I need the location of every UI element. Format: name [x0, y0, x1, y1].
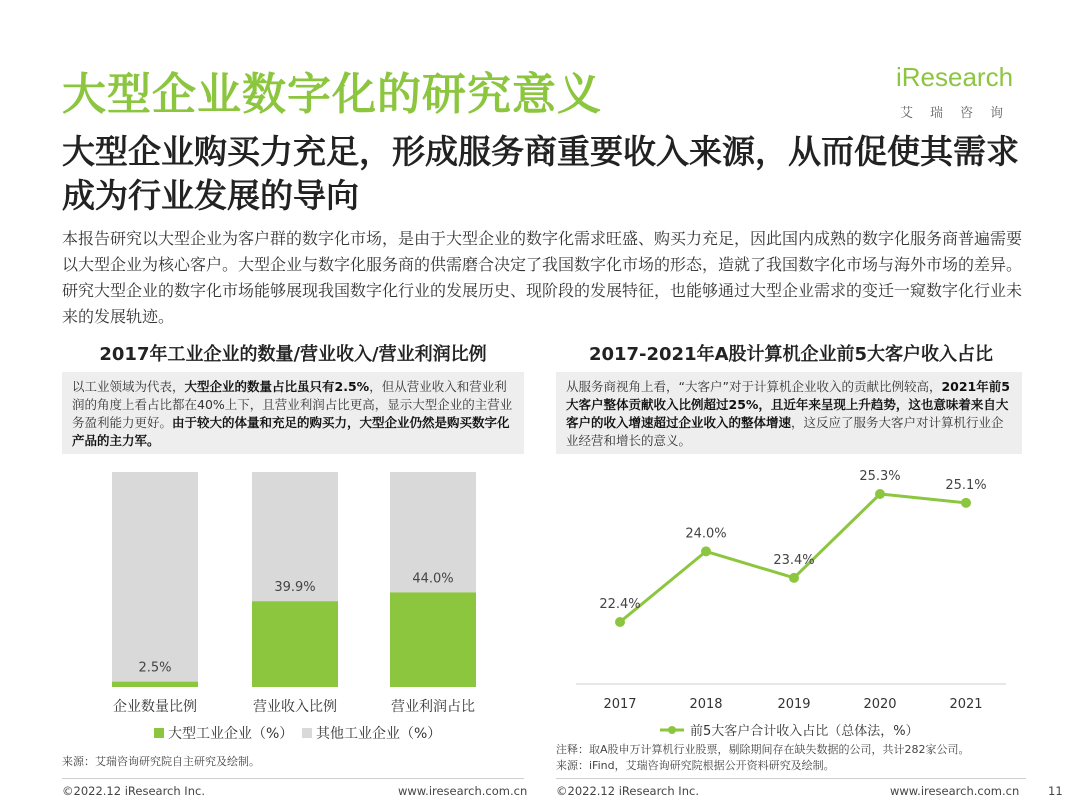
bar-category-label: 营业利润占比 [391, 699, 475, 715]
note-text-segment: 大型企业的数量占比虽只有2.5% [184, 379, 370, 394]
bar-large-segment [112, 682, 198, 687]
note-text-segment: 由于较大的体量和充足的购买力，大型企业仍然是购买数字化产品的主力军。 [72, 415, 510, 448]
legend-marker [668, 726, 676, 734]
bar-chart [62, 462, 524, 750]
line-data-label: 23.4% [773, 552, 815, 568]
left-note-box [62, 372, 524, 454]
line-data-label: 22.4% [599, 597, 641, 612]
note-text-segment: 以工业领域为代表， [72, 379, 185, 394]
note-text-segment: ，这反应了服务大客户对计算机行业企业经营和增长的意义。 [566, 415, 1004, 448]
legend-swatch-large [154, 728, 164, 738]
bar-large-segment [390, 592, 476, 687]
bar-data-label: 2.5% [138, 660, 172, 676]
legend-label-large: 大型工业企业（%） [168, 726, 294, 742]
right-chart-title: 2017-2021年A股计算机企业前5大客户收入占比 [588, 344, 994, 365]
x-tick-label: 2021 [949, 697, 983, 712]
left-footer-rule [62, 778, 524, 779]
page-number: 11 [1048, 784, 1063, 798]
left-chart-title: 2017年工业企业的数量/营业收入/营业利润比例 [99, 344, 487, 365]
page-title: 大型企业数字化的研究意义 [62, 69, 602, 120]
bar-other-segment [112, 472, 198, 682]
legend-label: 前5大客户合计收入占比（总体法，%） [690, 724, 919, 739]
left-source: 来源：艾瑞咨询研究院自主研究及绘制。 [62, 755, 260, 768]
x-tick-label: 2020 [863, 697, 897, 712]
line-point [701, 546, 711, 556]
left-footer-url: www.iresearch.com.cn [398, 784, 528, 798]
line-point [961, 498, 971, 508]
bar-data-label: 44.0% [412, 571, 454, 587]
line-data-label: 25.3% [859, 469, 901, 484]
x-tick-label: 2019 [777, 697, 811, 712]
logo-subtext: 艾瑞咨询 [900, 106, 1021, 121]
line-point [875, 489, 885, 499]
page-subtitle: 大型企业购买力充足，形成服务商重要收入来源，从而促使其需求成为行业发展的导向 [62, 132, 1019, 215]
iresearch-logo [878, 58, 1028, 128]
bar-category-label: 营业收入比例 [253, 699, 337, 715]
logo-wordmark: iResearch [896, 62, 1014, 92]
line-point [789, 573, 799, 583]
line-point [615, 617, 625, 627]
right-note-line: 注释：取A股申万计算机行业股票，剔除期间存在缺失数据的公司，共计282家公司。 [556, 743, 970, 756]
intro-paragraph: 本报告研究以大型企业为客户群的数字化市场，是由于大型企业的数字化需求旺盛、购买力充足，因此国内成熟的数字化服务商普遍需要以大型企业为核心客户。大型企业与数字化服务商的供需磨合决定了我国数字化市场的形态，造就了我国数字化市场与海外市场的差异。研究大型企业的数字化市场能够展现我国数字化行业的发展历史、现阶段的发展特征，也能够通过大型企业需求的变迁一窥数字化行业未来的发展轨迹。 [62, 229, 1023, 326]
line-chart [556, 462, 1026, 742]
right-footer-url: www.iresearch.com.cn [890, 784, 1020, 798]
bar-data-label: 39.9% [274, 580, 316, 596]
right-source: 来源：iFind，艾瑞咨询研究院根据公开资料研究及绘制。 [556, 759, 835, 772]
legend-label-other: 其他工业企业（%） [316, 726, 442, 742]
bar-large-segment [252, 601, 338, 687]
right-footer-copyright: ©2022.12 iResearch Inc. [556, 784, 699, 798]
bar-category-label: 企业数量比例 [113, 699, 197, 715]
x-tick-label: 2017 [603, 697, 637, 712]
legend-swatch-other [302, 728, 312, 738]
note-text-segment: 2021年前5大客户整体贡献收入比例超过25%，且近年来呈现上升趋势，这也意味着来自大客户的收入增速超过企业收入的整体增速 [566, 379, 1010, 430]
note-text-segment: 从服务商视角上看，“大客户”对于计算机企业收入的贡献比例较高， [566, 379, 942, 394]
left-footer-copyright: ©2022.12 iResearch Inc. [62, 784, 205, 798]
note-text-segment: ，但从营业收入和营业利润的角度上看占比都在40%上下，且营业利润占比更高，显示大型企业的主营业务盈利能力更好。 [72, 379, 513, 430]
right-footer-rule [556, 778, 1026, 779]
line-data-label: 25.1% [945, 477, 987, 493]
right-note-box [556, 372, 1022, 454]
line-data-label: 24.0% [685, 526, 727, 542]
x-tick-label: 2018 [689, 697, 723, 712]
